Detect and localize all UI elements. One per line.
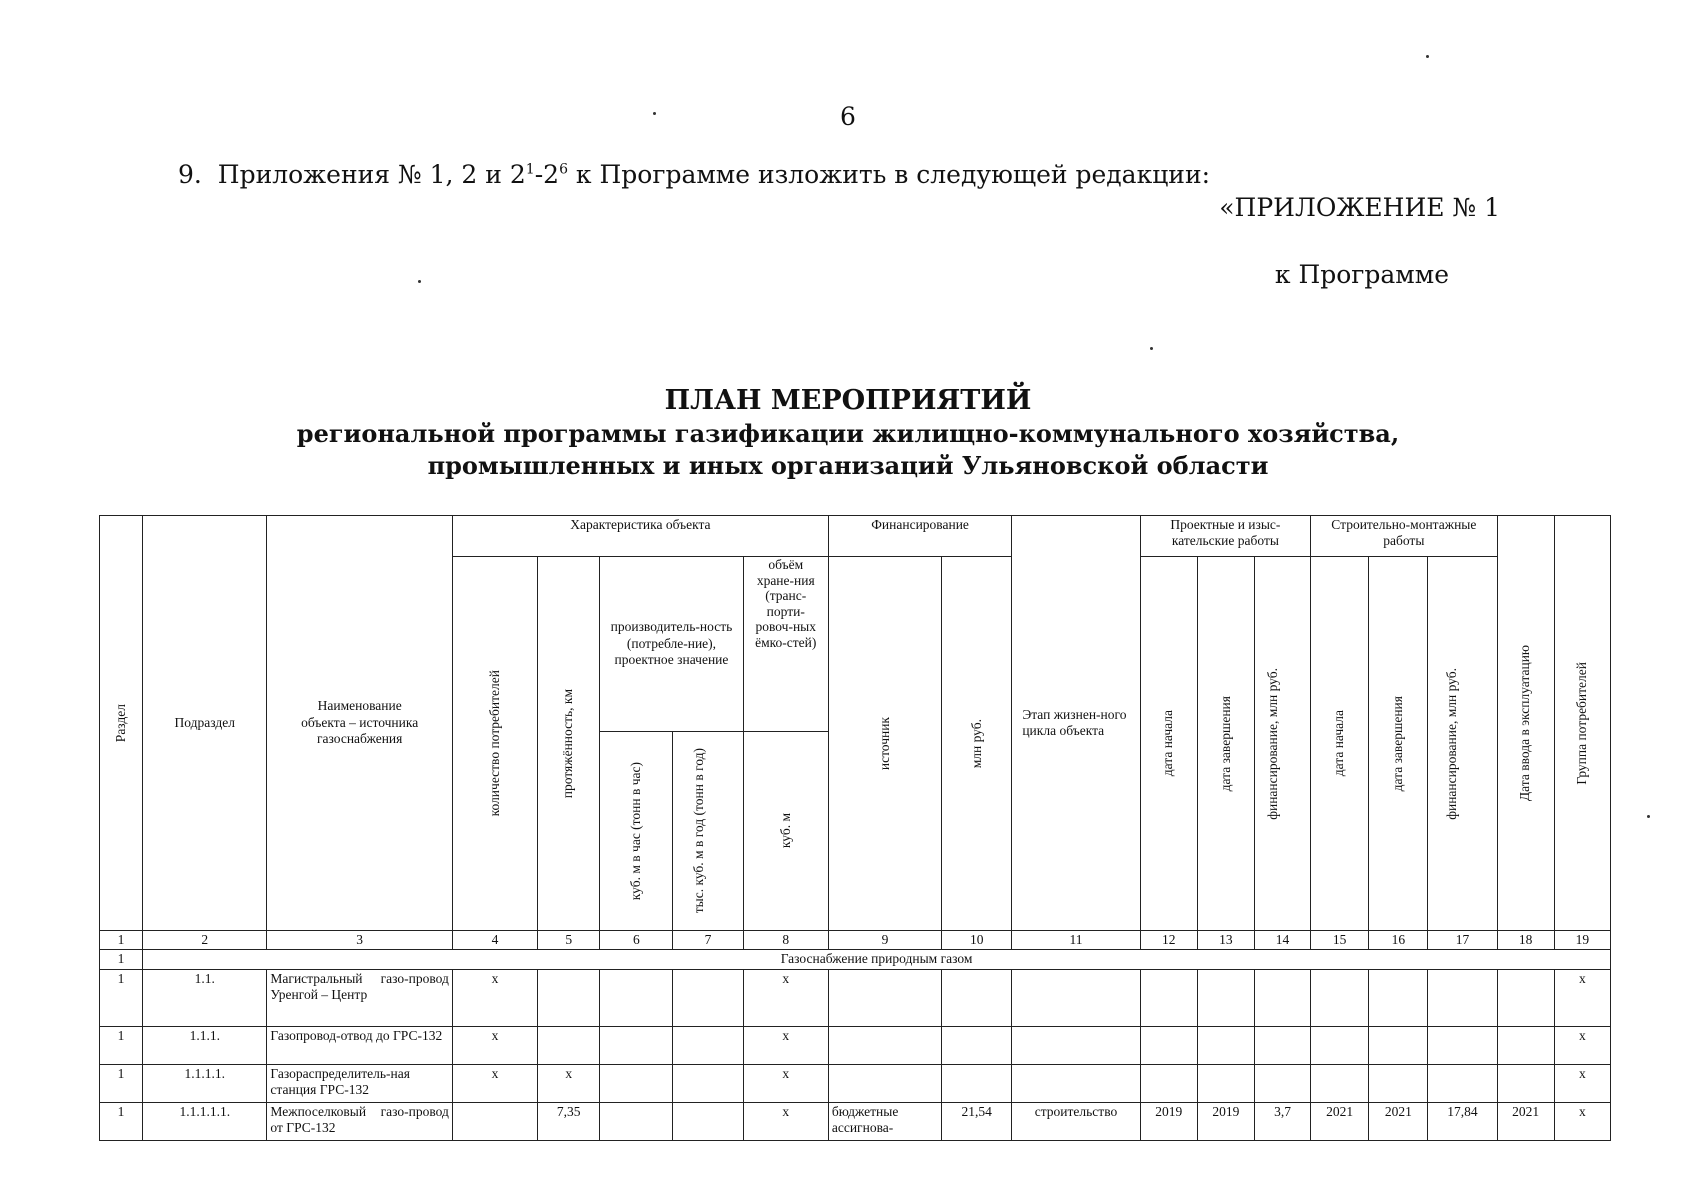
header-kolichestvo [452, 557, 537, 931]
cell-smr-fin [1428, 1064, 1497, 1102]
cell-pir-fin [1254, 969, 1310, 1026]
cell-pir-start [1140, 1026, 1197, 1064]
header-data-nachala-text: дата начала [1160, 710, 1176, 777]
cell-pir-fin: 3,7 [1254, 1102, 1310, 1140]
section-label: Газоснабжение природным газом [143, 950, 1611, 969]
cell-mln-rub [942, 1026, 1012, 1064]
cell-data-vvoda: 2021 [1497, 1102, 1554, 1140]
cell-smr-start [1311, 1026, 1369, 1064]
header-gruppa [1554, 516, 1610, 931]
column-number: 5 [538, 931, 600, 950]
column-number: 9 [828, 931, 941, 950]
table-row [100, 969, 1611, 1026]
section-razdel: 1 [100, 950, 143, 969]
header-data-nachala [1140, 557, 1197, 931]
cell-kolichestvo: х [452, 1026, 537, 1064]
cell-kub-m: х [743, 1064, 828, 1102]
column-number: 7 [673, 931, 743, 950]
cell-pir-end [1197, 1064, 1254, 1102]
cell-protyazhennost [538, 1026, 600, 1064]
cell-istochnik [828, 1026, 941, 1064]
column-number: 2 [143, 931, 267, 950]
cell-razdel: 1 [100, 969, 143, 1026]
page-number: 6 [840, 102, 856, 131]
cell-razdel: 1 [100, 1026, 143, 1064]
header-data-zaversheniya-text: дата завершения [1217, 695, 1233, 792]
column-number-row [100, 931, 1611, 950]
header-data-vvoda-text: Дата ввода в эксплуатацию [1517, 644, 1533, 802]
cell-naimenovanie: Газораспределитель-ная станция ГРС-132 [267, 1064, 452, 1102]
cell-tys-kub-god [673, 1026, 743, 1064]
header-data-zaversheniya [1197, 557, 1254, 931]
cell-gruppa: х [1554, 1064, 1610, 1102]
header-tys-kub-god-text: тыс. куб. м в год (тонн в год) [691, 748, 707, 914]
column-number: 4 [452, 931, 537, 950]
header-data-vvoda [1497, 516, 1554, 931]
column-number: 3 [267, 931, 452, 950]
cell-podrazdel: 1.1.1. [143, 1026, 267, 1064]
column-number: 14 [1254, 931, 1310, 950]
cell-kub-chas [600, 1064, 673, 1102]
cell-pir-start: 2019 [1140, 1102, 1197, 1140]
cell-kub-chas [600, 1102, 673, 1140]
cell-smr-end [1369, 969, 1428, 1026]
cell-razdel: 1 [100, 1102, 143, 1140]
header-kolichestvo-text: количество потребителей [486, 670, 502, 817]
cell-smr-start: 2021 [1311, 1102, 1369, 1140]
cell-mln-rub [942, 969, 1012, 1026]
column-number: 1 [100, 931, 143, 950]
cell-pir-fin [1254, 1026, 1310, 1064]
header-proizvoditelnost: производитель-ность (потребле-ние), проектное значение [600, 557, 743, 732]
subtitle-line-1: региональной программы газификации жилищно-коммунального хозяйства, [296, 419, 1400, 448]
cell-kub-m: х [743, 1102, 828, 1140]
column-number: 17 [1428, 931, 1497, 950]
cell-mln-rub [942, 1064, 1012, 1102]
header-stroitelno: Строительно-монтажные работы [1311, 516, 1497, 557]
header-obem: объём хране-ния (транс-порти-ровоч-ных ёмко-стей) [743, 557, 828, 732]
header-kub-chas-text: куб. м в час (тонн в час) [628, 761, 644, 901]
appendix-to: к Программе [1274, 260, 1449, 289]
cell-mln-rub: 21,54 [942, 1102, 1012, 1140]
cell-tys-kub-god [673, 969, 743, 1026]
cell-protyazhennost [538, 969, 600, 1026]
cell-etap [1012, 1026, 1140, 1064]
cell-kub-m: х [743, 1026, 828, 1064]
cell-protyazhennost: х [538, 1064, 600, 1102]
cell-kolichestvo [452, 1102, 537, 1140]
column-number: 19 [1554, 931, 1610, 950]
cell-smr-end: 2021 [1369, 1102, 1428, 1140]
cell-smr-end [1369, 1064, 1428, 1102]
cell-podrazdel: 1.1. [143, 969, 267, 1026]
column-number: 15 [1311, 931, 1369, 950]
cell-tys-kub-god [673, 1064, 743, 1102]
cell-pir-start [1140, 969, 1197, 1026]
item-text-b: -2 [534, 160, 560, 189]
cell-istochnik [828, 969, 941, 1026]
header-podrazdel: Подраздел [143, 516, 267, 931]
column-number: 12 [1140, 931, 1197, 950]
subtitle-line-2: промышленных и иных организаций Ульяновской области [427, 451, 1269, 480]
column-number: 6 [600, 931, 673, 950]
appendix-label: «ПРИЛОЖЕНИЕ № 1 [1219, 193, 1500, 222]
cell-smr-start [1311, 969, 1369, 1026]
cell-smr-end [1369, 1026, 1428, 1064]
item-number: 9. [178, 160, 202, 189]
header-gruppa-text: Группа потребителей [1574, 661, 1590, 785]
header-data-nachala-2-text: дата начала [1331, 710, 1347, 777]
header-proektnye: Проектные и изыс-кательские работы [1140, 516, 1310, 557]
cell-kub-chas [600, 1026, 673, 1064]
scan-speck [418, 280, 421, 283]
cell-kolichestvo: х [452, 969, 537, 1026]
cell-data-vvoda [1497, 1064, 1554, 1102]
header-istochnik-text: источник [876, 716, 892, 771]
header-mln-rub-text: млн руб. [968, 718, 984, 769]
cell-smr-fin [1428, 1026, 1497, 1064]
plan-table [99, 515, 1611, 1141]
item-text-a: Приложения № 1, 2 и 2 [217, 160, 526, 189]
section-row [100, 950, 1611, 969]
header-data-zaversheniya-2-text: дата завершения [1390, 695, 1406, 792]
table-row [100, 1102, 1611, 1140]
header-istochnik [828, 557, 941, 931]
page-title: ПЛАН МЕРОПРИЯТИЙ [664, 385, 1032, 416]
cell-podrazdel: 1.1.1.1. [143, 1064, 267, 1102]
header-data-zaversheniya-2 [1369, 557, 1428, 931]
header-tys-kub-god [673, 732, 743, 931]
cell-smr-fin: 17,84 [1428, 1102, 1497, 1140]
cell-pir-end: 2019 [1197, 1102, 1254, 1140]
header-mln-rub [942, 557, 1012, 931]
cell-gruppa: х [1554, 1026, 1610, 1064]
scan-speck [653, 112, 656, 115]
header-protyazhennost [538, 557, 600, 931]
scan-speck [1150, 347, 1153, 350]
header-kub-chas [600, 732, 673, 931]
cell-etap [1012, 969, 1140, 1026]
column-number: 11 [1012, 931, 1140, 950]
header-razdel-text: Раздел [112, 703, 128, 743]
cell-naimenovanie: Магистральный газо-провод Уренгой – Центр [267, 969, 452, 1026]
cell-podrazdel: 1.1.1.1.1. [143, 1102, 267, 1140]
cell-data-vvoda [1497, 969, 1554, 1026]
cell-razdel: 1 [100, 1064, 143, 1102]
cell-pir-fin [1254, 1064, 1310, 1102]
cell-smr-fin [1428, 969, 1497, 1026]
header-data-nachala-2 [1311, 557, 1369, 931]
header-etap: Этап жизнен-ного цикла объекта [1012, 516, 1140, 931]
cell-istochnik [828, 1064, 941, 1102]
item-sup-1: 1 [525, 161, 535, 178]
cell-naimenovanie: Газопровод-отвод до ГРС-132 [267, 1026, 452, 1064]
header-kub-m-text: куб. м [777, 813, 793, 849]
column-number: 13 [1197, 931, 1254, 950]
cell-pir-end [1197, 969, 1254, 1026]
column-number: 16 [1369, 931, 1428, 950]
cell-data-vvoda [1497, 1026, 1554, 1064]
header-finansirovanie-mln-2 [1428, 557, 1497, 931]
cell-pir-start [1140, 1064, 1197, 1102]
column-number: 10 [942, 931, 1012, 950]
table-row [100, 1064, 1611, 1102]
header-finansirovanie-mln-2-text: финансирование, млн руб. [1444, 667, 1460, 820]
cell-istochnik: бюджетные ассигнова- [828, 1102, 941, 1140]
cell-kolichestvo: х [452, 1064, 537, 1102]
header-harakteristika: Характеристика объекта [452, 516, 828, 557]
cell-kub-m: х [743, 969, 828, 1026]
header-finansirovanie: Финансирование [828, 516, 1011, 557]
header-finansirovanie-mln-text: финансирование, млн руб. [1264, 667, 1280, 820]
cell-pir-end [1197, 1026, 1254, 1064]
item-sup-2: 6 [559, 161, 568, 178]
scan-speck [1647, 815, 1650, 818]
scan-speck [1426, 55, 1429, 58]
cell-tys-kub-god [673, 1102, 743, 1140]
header-razdel [100, 516, 143, 931]
cell-smr-start [1311, 1064, 1369, 1102]
cell-etap: строительство [1012, 1102, 1140, 1140]
item-text-c: к Программе изложить в следующей редакции: [567, 160, 1211, 189]
cell-kub-chas [600, 969, 673, 1026]
cell-gruppa: х [1554, 1102, 1610, 1140]
cell-etap [1012, 1064, 1140, 1102]
cell-protyazhennost: 7,35 [538, 1102, 600, 1140]
column-number: 18 [1497, 931, 1554, 950]
header-kub-m [743, 732, 828, 931]
header-naimenovanie: Наименование объекта – источника газоснабжения [267, 516, 452, 931]
cell-naimenovanie: Межпоселковый газо-провод от ГРС-132 [267, 1102, 452, 1140]
column-number: 8 [743, 931, 828, 950]
header-protyazhennost-text: протяжённость, км [560, 688, 576, 799]
amendment-item [178, 160, 1210, 189]
table-row [100, 1026, 1611, 1064]
cell-gruppa: х [1554, 969, 1610, 1026]
header-finansirovanie-mln [1254, 557, 1310, 931]
